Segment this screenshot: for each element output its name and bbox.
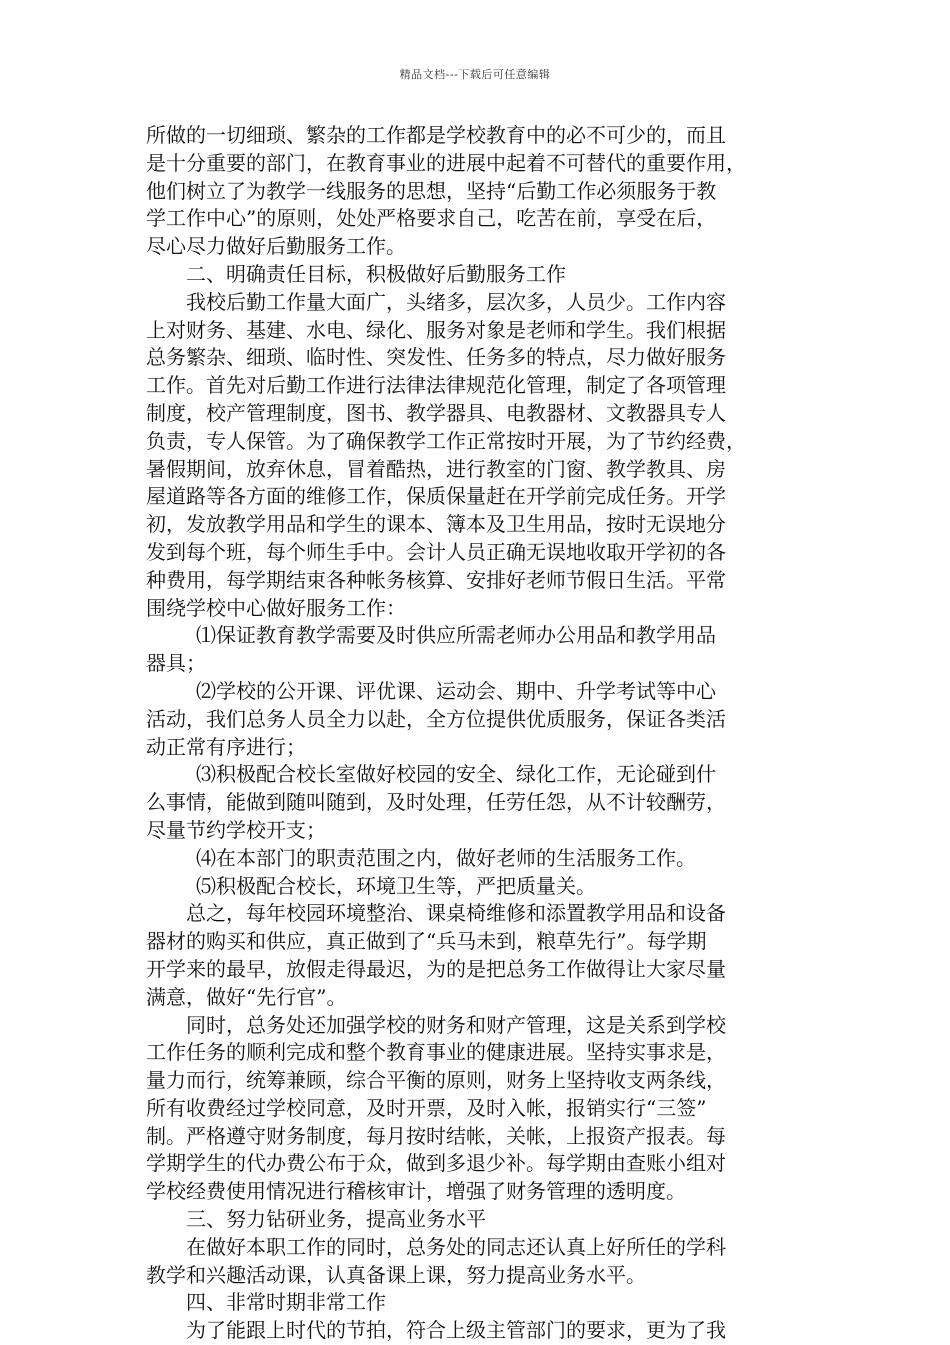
list-item-3 <box>146 761 816 844</box>
text-line: 在做好本职工作的同时，总务处的同志还认真上好所任的学科 <box>186 1234 726 1259</box>
page-header: 精品文档---下载后可任意编辑 <box>399 68 551 81</box>
text-line: 么事情，能做到随叫随到，及时处理，任劳任怨，从不计较酬劳， <box>146 790 726 815</box>
paragraph-summary <box>146 900 816 1011</box>
paragraph-responsibility-intro <box>146 122 816 261</box>
text-line: 学期学生的代办费公布于众，做到多退少补。每学期由查账小组对 <box>146 1151 726 1176</box>
text-line: 学工作中心”的原则，处处严格要求自己，吃苦在前，享受在后， <box>146 206 717 231</box>
text-line: 发到每个班，每个师生手中。会计人员正确无误地收取开学初的各 <box>146 539 726 564</box>
text-line: 总务繁杂、细琐、临时性、突发性、任务多的特点，尽力做好服务 <box>146 345 726 370</box>
section-heading-3: 三、努力钻研业务，提高业务水平 <box>186 1207 486 1232</box>
text-line: 满意，做好“先行官”。 <box>146 984 347 1009</box>
paragraph-logistics-overview <box>146 289 816 623</box>
paragraph-professional-study <box>146 1234 816 1290</box>
text-line: 工作任务的顺利完成和整个教育事业的健康进展。坚持实事求是， <box>146 1040 726 1065</box>
paragraph-special-period <box>146 1317 816 1345</box>
list-item-1 <box>146 622 816 678</box>
text-line: ⑶积极配合校长室做好校园的安全、绿化工作，无论碰到什 <box>196 762 716 787</box>
list-item-4: ⑷在本部门的职责范围之内，做好老师的生活服务工作。 <box>196 845 696 870</box>
text-line: 制。严格遵守财务制度，每月按时结帐，关帐，上报资产报表。每 <box>146 1123 726 1148</box>
text-line: 屋道路等各方面的维修工作，保质保量赶在开学前完成任务。开学 <box>146 484 726 509</box>
text-line: 教学和兴趣活动课，认真备课上课，努力提高业务水平。 <box>146 1262 646 1287</box>
text-line: 我校后勤工作量大面广，头绪多，层次多，人员少。工作内容 <box>186 289 726 314</box>
text-line: 初，发放教学用品和学生的课本、簿本及卫生用品，按时无误地分 <box>146 512 726 537</box>
text-line: ⑵学校的公开课、评优课、运动会、期中、升学考试等中心 <box>196 678 716 703</box>
text-line: 同时，总务处还加强学校的财务和财产管理，这是关系到学校 <box>186 1012 726 1037</box>
text-line: 种费用，每学期结束各种帐务核算、安排好老师节假日生活。平常 <box>146 567 726 592</box>
text-line: 为了能跟上时代的节拍，符合上级主管部门的要求，更为了我 <box>186 1318 726 1343</box>
text-line: 工作。首先对后勤工作进行法律法律规范化管理，制定了各项管理 <box>146 373 726 398</box>
section-heading-4: 四、非常时期非常工作 <box>186 1290 386 1315</box>
text-line: 器材的购买和供应，真正做到了“兵马未到，粮草先行”。每学期 <box>146 929 707 954</box>
text-line: 负责，专人保管。为了确保教学工作正常按时开展，为了节约经费， <box>146 428 746 453</box>
text-line: 量力而行，统筹兼顾，综合平衡的原则，财务上坚持收支两条线， <box>146 1068 726 1093</box>
paragraph-finance <box>146 1012 816 1207</box>
text-line: 器具； <box>146 651 206 676</box>
text-line: 围绕学校中心做好服务工作： <box>146 595 406 620</box>
text-line: 尽量节约学校开支； <box>146 817 326 842</box>
text-line: ⑴保证教育教学需要及时供应所需老师办公用品和教学用品 <box>196 623 716 648</box>
text-line: 所做的一切细琐、繁杂的工作都是学校教育中的必不可少的，而且 <box>146 123 726 147</box>
text-line: 动正常有序进行； <box>146 734 306 759</box>
text-line: 暑假期间，放弃休息，冒着酷热，进行教室的门窗、教学教具、房 <box>146 456 726 481</box>
text-line: 活动，我们总务人员全力以赴，全方位提供优质服务，保证各类活 <box>146 706 726 731</box>
text-line: 他们树立了为教学一线服务的思想，坚持“后勤工作必须服务于教 <box>146 178 717 203</box>
text-line: 学校经费使用情况进行稽核审计，增强了财务管理的透明度。 <box>146 1179 686 1204</box>
text-line: 尽心尽力做好后勤服务工作。 <box>146 234 406 259</box>
text-line: 制度，校产管理制度，图书、教学器具、电教器材、文教器具专人 <box>146 400 726 425</box>
text-line: 是十分重要的部门，在教育事业的进展中起着不可替代的重要作用， <box>146 150 746 175</box>
text-line: 总之，每年校园环境整治、课桌椅维修和添置教学用品和设备 <box>186 901 726 926</box>
section-heading-2: 二、明确责任目标，积极做好后勤服务工作 <box>186 261 566 286</box>
document-body <box>146 122 816 1345</box>
text-line: 开学来的最早，放假走得最迟，为的是把总务工作做得让大家尽量 <box>146 956 726 981</box>
list-item-5: ⑸积极配合校长，环境卫生等，严把质量关。 <box>196 873 596 898</box>
text-line: 所有收费经过学校同意，及时开票，及时入帐，报销实行“三签” <box>146 1095 707 1120</box>
text-line: 上对财务、基建、水电、绿化、服务对象是老师和学生。我们根据 <box>146 317 726 342</box>
list-item-2 <box>146 678 816 761</box>
